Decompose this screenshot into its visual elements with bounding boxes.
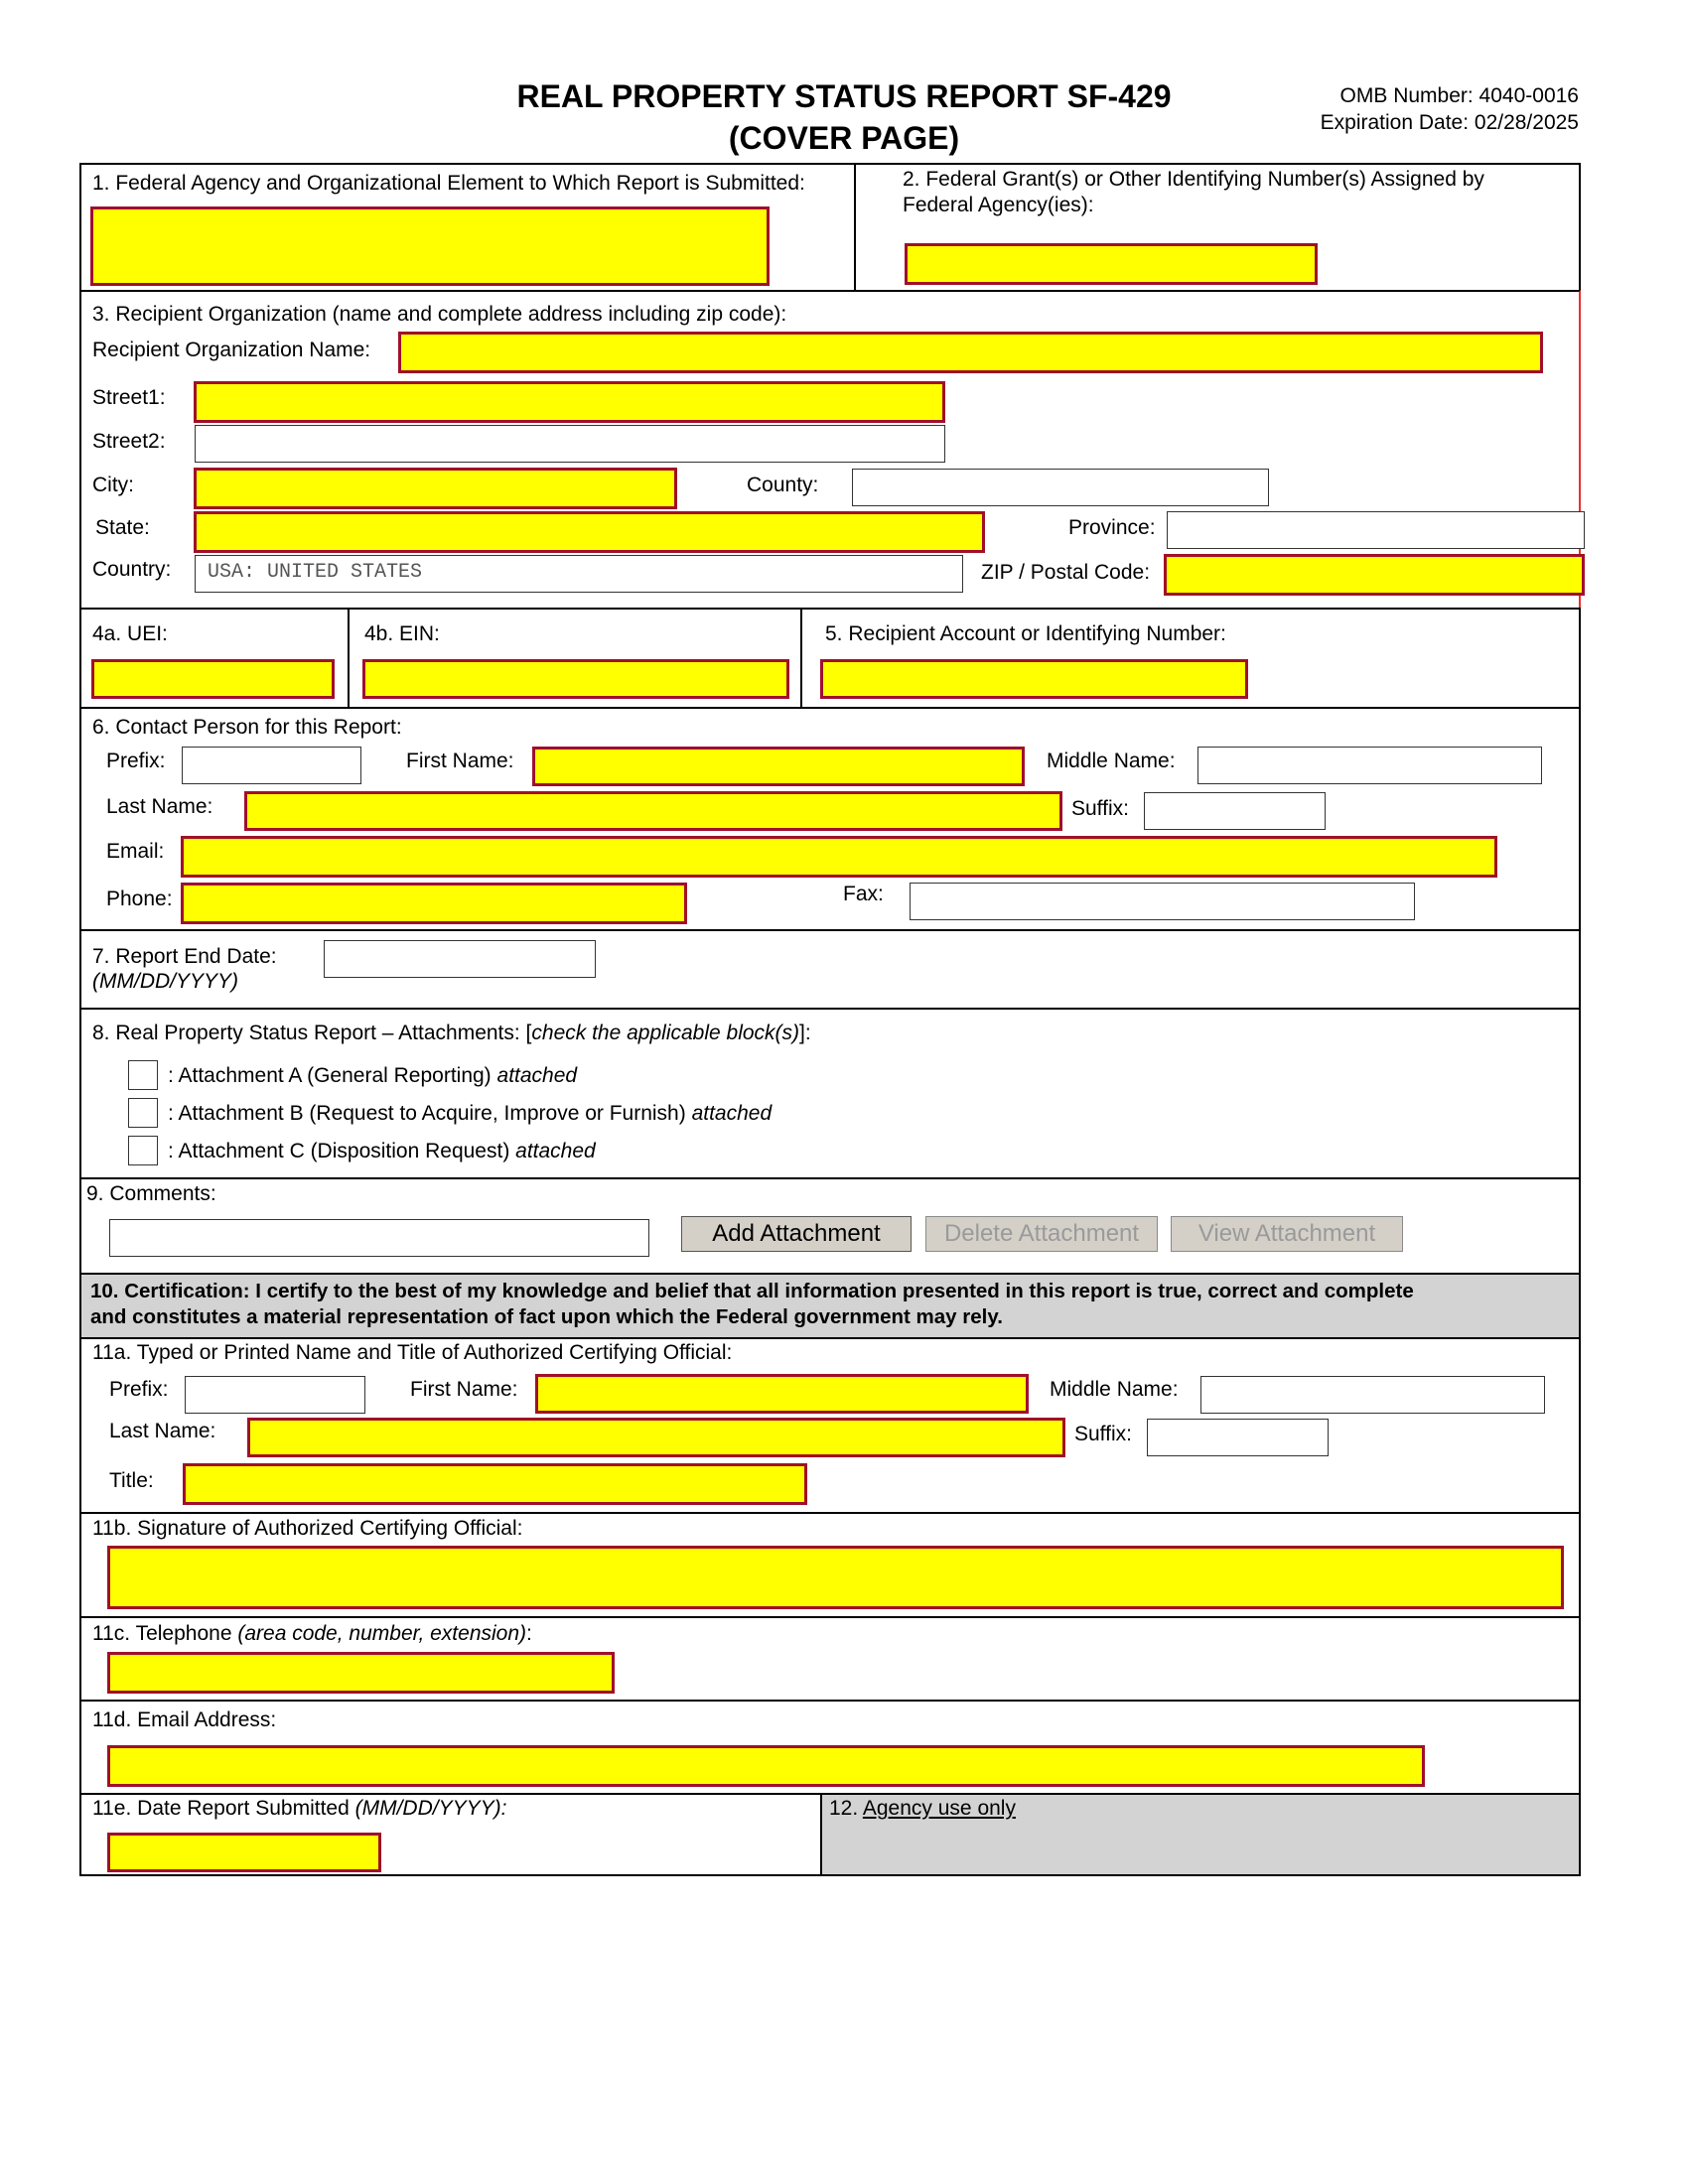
street2-field[interactable] [195,425,945,463]
section-2-label-line1: 2. Federal Grant(s) or Other Identifying Number(s) Assigned by [903,168,1484,191]
state-field[interactable] [194,511,985,553]
contact-last-name-field[interactable] [244,791,1062,831]
section-11c-label-text: 11c. Telephone [92,1622,238,1645]
divider [820,1793,822,1876]
omb-number: OMB Number: 4040-0016 [1339,84,1579,107]
date-submitted-field[interactable] [107,1833,381,1872]
official-last-name-field[interactable] [247,1418,1065,1457]
section-11b-label: 11b. Signature of Authorized Certifying Official: [92,1517,523,1540]
attachment-a-label [168,1063,577,1089]
ein-label: 4b. EIN: [364,622,440,645]
official-middle-name-label: Middle Name: [1050,1378,1179,1401]
section-12-label-prefix: 12. [829,1797,863,1820]
uei-label: 4a. UEI: [92,622,168,645]
attachment-b-label [168,1101,772,1127]
section-8-label-suffix: ]: [799,1022,811,1044]
divider [854,163,856,292]
official-title-field[interactable] [183,1463,807,1505]
report-end-date-format [92,969,238,995]
attachment-b-text: : Attachment B (Request to Acquire, Improve or Furnish) [168,1102,692,1125]
contact-last-name-label: Last Name: [106,795,213,818]
section-8-label [92,1021,811,1046]
attachment-c-text: : Attachment C (Disposition Request) [168,1140,516,1162]
contact-suffix-label: Suffix: [1071,797,1129,820]
official-prefix-label: Prefix: [109,1378,169,1401]
contact-fax-field[interactable] [910,883,1415,920]
section-11d-label: 11d. Email Address: [92,1708,277,1731]
attachment-b-attached: attached [691,1102,773,1125]
contact-prefix-label: Prefix: [106,750,166,772]
attachment-c-attached: attached [515,1140,596,1162]
attachment-c-checkbox[interactable] [128,1136,158,1165]
contact-email-field[interactable] [181,836,1497,878]
official-prefix-field[interactable] [185,1376,365,1414]
contact-middle-name-field[interactable] [1197,747,1542,784]
official-suffix-label: Suffix: [1074,1423,1132,1445]
official-last-name-label: Last Name: [109,1420,216,1442]
certification-line1: 10. Certification: I certify to the best of my knowledge and belief that all information presented in this report is true, correct and complete [90,1280,1414,1302]
ein-field[interactable] [362,659,789,699]
section-11e-label-italic: (MM/DD/YYYY): [354,1797,507,1820]
contact-suffix-field[interactable] [1144,792,1326,830]
province-label: Province: [1068,516,1156,539]
province-field[interactable] [1167,511,1585,549]
section-3-label: 3. Recipient Organization (name and complete address including zip code): [92,303,787,326]
add-attachment-button[interactable]: Add Attachment [681,1216,912,1252]
contact-first-name-label: First Name: [406,750,514,772]
section-8-label-prefix: 8. Real Property Status Report – Attachments: [ [92,1022,532,1044]
attachment-a-checkbox[interactable] [128,1060,158,1090]
section-11c-label-italic: (area code, number, extension) [237,1622,527,1645]
official-first-name-label: First Name: [410,1378,518,1401]
section-8-label-italic: check the applicable block(s) [531,1022,800,1044]
comments-label: 9. Comments: [86,1182,216,1205]
org-name-label: Recipient Organization Name: [92,339,371,361]
contact-fax-label: Fax: [843,883,884,905]
expiration-date: Expiration Date: 02/28/2025 [1320,111,1579,134]
section-6-label: 6. Contact Person for this Report: [92,716,402,739]
zip-label: ZIP / Postal Code: [981,561,1151,584]
form-subtitle: (COVER PAGE) [728,120,960,156]
agency-use-only-text: Agency use only [862,1797,1016,1820]
section-5-label: 5. Recipient Account or Identifying Number: [825,622,1226,645]
street1-label: Street1: [92,386,166,409]
form-title: REAL PROPERTY STATUS REPORT SF-429 [516,78,1172,114]
section-2-label-line2: Federal Agency(ies): [903,194,1094,216]
divider [348,608,350,709]
country-label: Country: [92,558,172,581]
contact-phone-field[interactable] [181,883,687,924]
attachment-a-attached: attached [496,1064,578,1087]
report-end-date-format-text: (MM/DD/YYYY) [92,970,238,993]
attachment-b-checkbox[interactable] [128,1098,158,1128]
section-11e-label-text: 11e. Date Report Submitted [92,1797,355,1820]
attachment-a-text: : Attachment A (General Reporting) [168,1064,497,1087]
signature-field[interactable] [107,1546,1564,1609]
contact-phone-label: Phone: [106,887,173,910]
contact-middle-name-label: Middle Name: [1047,750,1176,772]
federal-agency-field[interactable] [90,206,770,286]
section-11a-label: 11a. Typed or Printed Name and Title of Authorized Certifying Official: [92,1341,733,1364]
comments-field[interactable] [109,1219,649,1257]
uei-field[interactable] [91,659,335,699]
official-suffix-field[interactable] [1147,1419,1329,1456]
section-11e-label [92,1796,506,1822]
section-1-label: 1. Federal Agency and Organizational Element to Which Report is Submitted: [92,172,805,195]
section-11c-label-suffix: : [526,1622,532,1645]
county-label: County: [747,474,819,496]
federal-grant-number-field[interactable] [905,243,1318,285]
street1-field[interactable] [194,381,945,423]
contact-first-name-field[interactable] [532,747,1025,786]
county-field[interactable] [852,469,1269,506]
section-12-label [829,1796,1016,1822]
city-label: City: [92,474,134,496]
contact-prefix-field[interactable] [182,747,361,784]
report-end-date-label: 7. Report End Date: [92,945,277,968]
official-email-field[interactable] [107,1745,1425,1787]
certification-line2: and constitutes a material representation of fact upon which the Federal government may rely. [90,1305,1003,1328]
official-first-name-field[interactable] [535,1374,1029,1414]
recipient-account-field[interactable] [820,659,1248,699]
zip-field[interactable] [1164,554,1585,596]
official-telephone-field[interactable] [107,1652,615,1694]
official-middle-name-field[interactable] [1200,1376,1545,1414]
view-attachment-button[interactable]: View Attachment [1171,1216,1403,1252]
delete-attachment-button[interactable]: Delete Attachment [925,1216,1158,1252]
state-label: State: [95,516,150,539]
divider [800,608,802,709]
report-end-date-field[interactable] [324,940,596,978]
attachment-c-label [168,1139,596,1164]
city-field[interactable] [194,468,677,509]
org-name-field[interactable] [398,332,1543,373]
official-title-label: Title: [109,1469,154,1492]
street2-label: Street2: [92,430,166,453]
section-11c-label [92,1621,532,1647]
section-7-box [79,929,1581,1010]
country-field[interactable]: USA: UNITED STATES [195,555,963,593]
contact-email-label: Email: [106,840,165,863]
